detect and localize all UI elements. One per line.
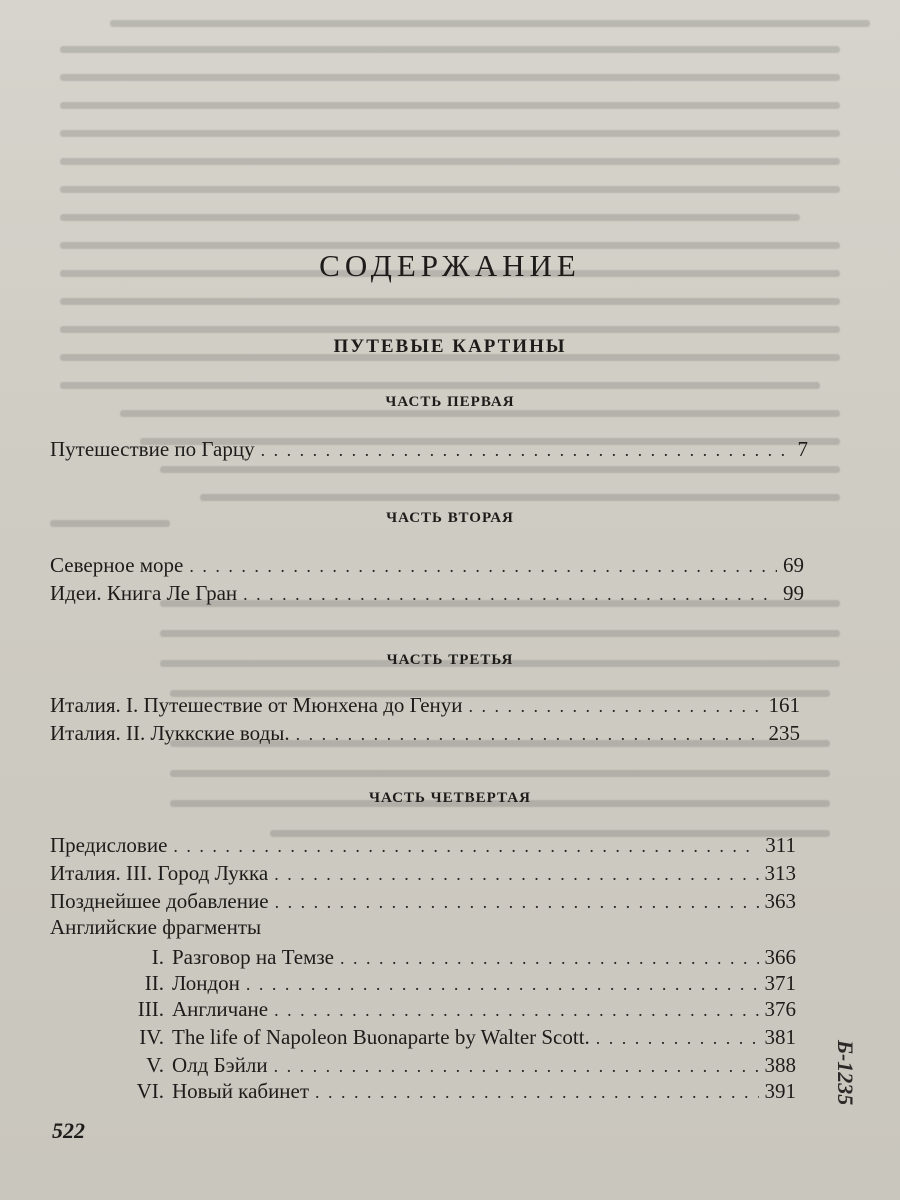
entry-page: 235 [768, 721, 800, 745]
dot-leader [296, 721, 763, 747]
dot-leader [469, 693, 763, 719]
entry-title: Разговор на Темзе [172, 945, 334, 969]
entry-title: Путешествие по Гарцу [50, 437, 255, 461]
toc-subentry[interactable] [100, 996, 796, 1023]
entry-page: 371 [764, 971, 796, 995]
entry-page: 376 [764, 997, 796, 1021]
entry-title: Италия. III. Город Лукка [50, 861, 269, 885]
entry-page: 161 [768, 693, 800, 717]
toc-entry[interactable] [50, 720, 800, 747]
part-heading: ЧАСТЬ ПЕРВАЯ [385, 394, 515, 410]
toc-entry[interactable] [50, 552, 804, 579]
library-stamp-code: Б-1235 [833, 1040, 858, 1106]
roman-numeral: I. [151, 945, 164, 969]
entry-title: Лондон [172, 971, 240, 995]
roman-numeral: III. [137, 997, 164, 1021]
entry-page: 388 [764, 1053, 796, 1077]
roman-numeral: V. [146, 1053, 164, 1077]
toc-subentry[interactable] [100, 1052, 796, 1079]
entry-page: 391 [764, 1079, 796, 1103]
dot-leader [189, 553, 777, 579]
dot-leader [315, 1079, 758, 1105]
toc-group-title: Английские фрагменты [50, 915, 262, 939]
toc-entry[interactable] [50, 692, 800, 719]
book-section-title: ПУТЕВЫЕ КАРТИНЫ [333, 336, 567, 357]
entry-page: 381 [764, 1025, 796, 1049]
entry-title: The life of Napoleon Buonaparte by Walter Scott. [172, 1025, 590, 1049]
toc-entry[interactable] [50, 832, 796, 859]
entry-title: Северное море [50, 553, 184, 577]
dot-leader [246, 971, 759, 997]
page-number: 522 [52, 1118, 85, 1143]
entry-page: 363 [764, 889, 796, 913]
dot-leader [274, 861, 758, 887]
roman-numeral: II. [144, 971, 164, 995]
entry-title: Италия. I. Путешествие от Мюнхена до Генуи [50, 693, 463, 717]
toc-subentry[interactable] [100, 1078, 796, 1105]
part-heading: ЧАСТЬ ВТОРАЯ [386, 510, 514, 526]
toc-entry[interactable] [50, 860, 796, 887]
roman-numeral: IV. [139, 1025, 164, 1049]
entry-title: Новый кабинет [172, 1079, 310, 1103]
page-title: СОДЕРЖАНИЕ [319, 248, 581, 283]
toc-entry[interactable] [50, 436, 808, 463]
dot-leader [261, 437, 792, 463]
entry-page: 313 [764, 861, 796, 885]
toc-subentry[interactable] [100, 1024, 796, 1051]
entry-title: Италия. II. Луккские воды. [50, 721, 290, 745]
entry-page: 69 [783, 553, 804, 577]
dot-leader [596, 1025, 759, 1051]
entry-title: Предисловие [50, 833, 168, 857]
entry-title: Англичане [172, 997, 269, 1021]
roman-numeral: VI. [136, 1079, 164, 1103]
dot-leader [173, 833, 759, 859]
toc-subentry[interactable] [100, 970, 796, 997]
entry-title: Олд Бэйли [172, 1053, 268, 1077]
part-heading: ЧАСТЬ ТРЕТЬЯ [386, 652, 514, 668]
part-heading: ЧАСТЬ ЧЕТВЕРТАЯ [369, 790, 531, 806]
entry-page: 366 [764, 945, 796, 969]
entry-title: Позднейшее добавление [50, 889, 269, 913]
dot-leader [274, 997, 758, 1023]
toc-subentry[interactable] [100, 944, 796, 971]
toc-entry[interactable] [50, 888, 796, 915]
dot-leader [274, 1053, 759, 1079]
dot-leader [340, 945, 759, 971]
entry-page: 311 [765, 833, 796, 857]
dot-leader [275, 889, 759, 915]
entry-page: 99 [783, 581, 804, 605]
entry-title: Идеи. Книга Ле Гран [50, 581, 238, 605]
entry-page: 7 [797, 437, 808, 461]
toc-entry[interactable] [50, 580, 804, 607]
dot-leader [243, 581, 777, 607]
